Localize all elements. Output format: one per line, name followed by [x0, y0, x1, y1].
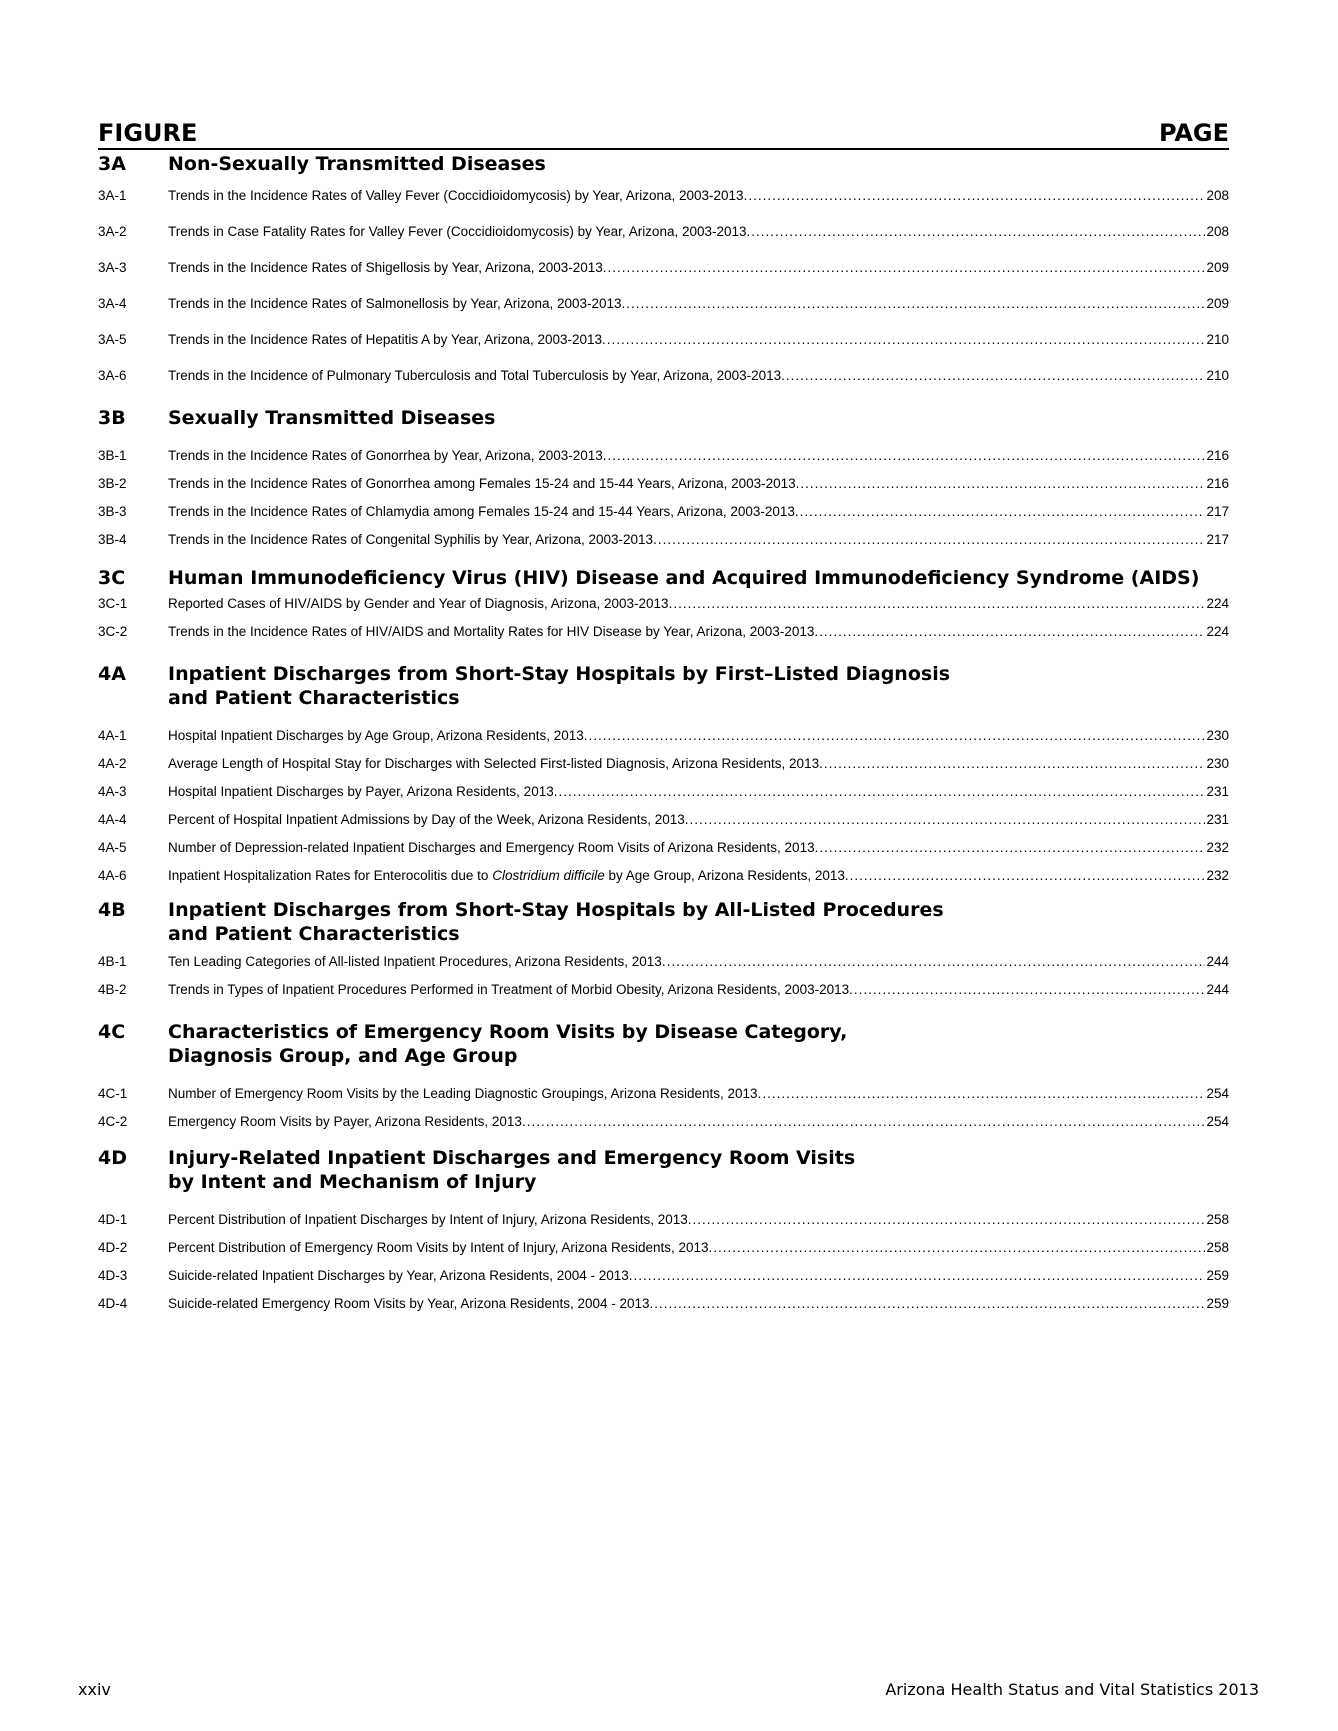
dot-leader	[744, 178, 1206, 214]
figure-title: Trends in the Incidence Rates of Chlamydia among Females 15-24 and 15-44 Years, Arizona, 2003-2013	[168, 504, 795, 519]
page-number-ref: 224	[1206, 596, 1229, 611]
page-number-ref: 258	[1206, 1240, 1229, 1255]
figure-title: Percent of Hospital Inpatient Admissions by Day of the Week, Arizona Residents, 2013	[168, 812, 685, 827]
figure-code: 4D-4	[98, 1296, 128, 1311]
dot-leader	[554, 778, 1206, 806]
figure-code: 4A-4	[98, 812, 127, 827]
page-number-ref: 259	[1206, 1296, 1229, 1311]
page-number-ref: 210	[1206, 368, 1229, 383]
figure-entry[interactable]	[98, 178, 1229, 214]
section-code: 4B	[98, 899, 126, 921]
figure-code: 3B-2	[98, 476, 127, 491]
section-title-line: Human Immunodeficiency Virus (HIV) Disease and Acquired Immunodeficiency Syndrome (AIDS)	[168, 567, 1200, 589]
page-number-ref: 254	[1206, 1086, 1229, 1101]
figure-code: 3A-2	[98, 224, 127, 239]
dot-leader	[622, 286, 1206, 322]
page-number-ref: 230	[1206, 756, 1229, 771]
figure-title: Hospital Inpatient Discharges by Payer, Arizona Residents, 2013	[168, 784, 554, 799]
figure-code: 3B-1	[98, 448, 127, 463]
section-title	[168, 1020, 1229, 1068]
section-title-line: Diagnosis Group, and Age Group	[168, 1045, 518, 1067]
figure-entry[interactable]	[98, 834, 1229, 862]
figure-entry[interactable]	[98, 498, 1229, 526]
figure-title: Average Length of Hospital Stay for Discharges with Selected First-listed Diagnosis, Arizona Residents, 2013	[168, 756, 820, 771]
page-number-ref: 231	[1206, 784, 1229, 799]
figure-title: Trends in the Incidence Rates of Gonorrhea by Year, Arizona, 2003-2013	[168, 448, 603, 463]
figure-entry[interactable]	[98, 358, 1229, 394]
dot-leader	[709, 1234, 1206, 1262]
section-code: 3A	[98, 153, 126, 175]
page-column-heading: PAGE	[1158, 119, 1229, 147]
page-number-ref: 231	[1206, 812, 1229, 827]
figure-title: Trends in Case Fatality Rates for Valley Fever (Coccidioidomycosis) by Year, Arizona, 2003-2013	[168, 224, 747, 239]
section-title	[168, 1146, 1229, 1194]
figure-code: 4C-2	[98, 1114, 128, 1129]
section-heading	[98, 566, 1229, 590]
section-title-line: and Patient Characteristics	[168, 923, 460, 945]
figure-title: Percent Distribution of Emergency Room Visits by Intent of Injury, Arizona Residents, 2013	[168, 1240, 709, 1255]
dot-leader	[815, 834, 1206, 862]
figure-title: Trends in the Incidence Rates of Salmonellosis by Year, Arizona, 2003-2013	[168, 296, 622, 311]
dot-leader	[603, 250, 1206, 286]
figure-entry[interactable]	[98, 778, 1229, 806]
figure-code: 3A-4	[98, 296, 127, 311]
dot-leader	[669, 590, 1206, 618]
figure-entry[interactable]	[98, 526, 1229, 554]
section-title-line: Inpatient Discharges from Short-Stay Hospitals by All-Listed Procedures	[168, 899, 944, 921]
page-number-ref: 258	[1206, 1212, 1229, 1227]
figure-entry[interactable]	[98, 618, 1229, 646]
figure-code: 3C-1	[98, 596, 128, 611]
page-number-ref: 232	[1206, 868, 1229, 883]
dot-leader	[781, 358, 1205, 394]
figure-entry[interactable]	[98, 214, 1229, 250]
figure-title: Trends in the Incidence Rates of Gonorrhea among Females 15-24 and 15-44 Years, Arizona, 2003-2013	[168, 476, 796, 491]
section-title	[168, 662, 1229, 710]
figure-entry[interactable]	[98, 948, 1229, 976]
figure-code: 3A-1	[98, 188, 127, 203]
figure-entry[interactable]	[98, 722, 1229, 750]
figure-entry[interactable]	[98, 286, 1229, 322]
figure-code: 4B-2	[98, 982, 127, 997]
dot-leader	[795, 498, 1206, 526]
page-number-ref: 217	[1206, 532, 1229, 547]
figure-list	[98, 152, 1229, 1318]
figure-entry[interactable]	[98, 976, 1229, 1004]
section-heading	[98, 152, 1229, 176]
figure-entry[interactable]	[98, 322, 1229, 358]
section-code: 4D	[98, 1147, 127, 1169]
figure-entry[interactable]	[98, 806, 1229, 834]
figure-title: Trends in the Incidence Rates of Hepatitis A by Year, Arizona, 2003-2013	[168, 332, 603, 347]
figure-title: Trends in the Incidence Rates of Congenital Syphilis by Year, Arizona, 2003-2013	[168, 532, 654, 547]
figure-title: Trends in the Incidence Rates of Valley Fever (Coccidioidomycosis) by Year, Arizona, 2003-2013	[168, 188, 744, 203]
figure-title: Trends in the Incidence of Pulmonary Tuberculosis and Total Tuberculosis by Year, Arizona, 2003-2013	[168, 368, 782, 383]
figure-code: 4A-5	[98, 840, 127, 855]
section-heading	[98, 1020, 1229, 1068]
figure-code: 3A-5	[98, 332, 127, 347]
figure-column-heading: FIGURE	[98, 119, 198, 147]
page-number-ref: 210	[1206, 332, 1229, 347]
dot-leader	[662, 948, 1206, 976]
dot-leader	[819, 750, 1205, 778]
section-title	[168, 898, 1229, 946]
figure-entry[interactable]	[98, 862, 1229, 890]
dot-leader	[685, 806, 1206, 834]
dot-leader	[845, 862, 1206, 890]
figure-code: 3B-4	[98, 532, 127, 547]
section-title	[168, 566, 1229, 590]
page-number: xxiv	[78, 1680, 111, 1699]
section-title-line: Inpatient Discharges from Short-Stay Hospitals by First–Listed Diagnosis	[168, 663, 951, 685]
page-number-ref: 232	[1206, 840, 1229, 855]
dot-leader	[796, 470, 1206, 498]
dot-leader	[747, 214, 1206, 250]
section-heading	[98, 1146, 1229, 1194]
section-title	[168, 406, 1229, 430]
figure-code: 3A-6	[98, 368, 127, 383]
dot-leader	[814, 618, 1205, 646]
section-title	[168, 152, 1229, 176]
section-title-line: by Intent and Mechanism of Injury	[168, 1171, 537, 1193]
section-title-line: and Patient Characteristics	[168, 687, 460, 709]
figure-code: 3C-2	[98, 624, 128, 639]
figure-entry[interactable]	[98, 1234, 1229, 1262]
section-heading	[98, 898, 1229, 946]
page-number-ref: 244	[1206, 982, 1229, 997]
figure-code: 3B-3	[98, 504, 127, 519]
dot-leader	[688, 1206, 1206, 1234]
figure-title: Trends in the Incidence Rates of HIV/AIDS and Mortality Rates for HIV Disease by Year, Arizona, 2003-2013	[168, 624, 815, 639]
organism-name: Clostridium difficile	[492, 868, 605, 883]
section-heading	[98, 662, 1229, 710]
page-number-ref: 217	[1206, 504, 1229, 519]
figure-code: 4B-1	[98, 954, 127, 969]
dot-leader	[629, 1262, 1206, 1290]
figure-title: Emergency Room Visits by Payer, Arizona Residents, 2013	[168, 1114, 522, 1129]
section-title-line: Characteristics of Emergency Room Visits by Disease Category,	[168, 1021, 848, 1043]
figure-entry[interactable]	[98, 470, 1229, 498]
publication-title: Arizona Health Status and Vital Statistics 2013	[885, 1680, 1259, 1699]
figure-code: 4A-1	[98, 728, 127, 743]
page-number-ref: 209	[1206, 296, 1229, 311]
dot-leader	[650, 1290, 1206, 1318]
section-heading	[98, 406, 1229, 430]
page-number-ref: 208	[1206, 224, 1229, 239]
page-footer	[78, 1680, 1259, 1699]
figure-entry[interactable]	[98, 1080, 1229, 1108]
figure-title: Reported Cases of HIV/AIDS by Gender and Year of Diagnosis, Arizona, 2003-2013	[168, 596, 669, 611]
page-number-ref: 216	[1206, 448, 1229, 463]
figure-code: 4D-3	[98, 1268, 128, 1283]
dot-leader	[653, 526, 1205, 554]
dot-leader	[603, 442, 1206, 470]
figure-entry[interactable]	[98, 1108, 1229, 1136]
page-number-ref: 209	[1206, 260, 1229, 275]
figure-entry[interactable]	[98, 750, 1229, 778]
figure-code: 4A-6	[98, 868, 127, 883]
page-number-ref: 208	[1206, 188, 1229, 203]
section-code: 4A	[98, 663, 126, 685]
figure-code: 4A-3	[98, 784, 127, 799]
section-code: 3C	[98, 567, 126, 589]
figure-title: Trends in the Incidence Rates of Shigellosis by Year, Arizona, 2003-2013	[168, 260, 603, 275]
section-title-line: Non-Sexually Transmitted Diseases	[168, 153, 546, 175]
figure-title: Number of Depression-related Inpatient Discharges and Emergency Room Visits of Arizona Residents, 2013	[168, 840, 815, 855]
figure-code: 4D-2	[98, 1240, 128, 1255]
section-code: 3B	[98, 407, 126, 429]
figure-code: 4D-1	[98, 1212, 128, 1227]
figure-title: Ten Leading Categories of All-listed Inpatient Procedures, Arizona Residents, 2013	[168, 954, 662, 969]
figure-title: Trends in Types of Inpatient Procedures Performed in Treatment of Morbid Obesity, Arizona Residents, 2003-2013	[168, 982, 850, 997]
figure-title: Number of Emergency Room Visits by the Leading Diagnostic Groupings, Arizona Residents, 2013	[168, 1086, 758, 1101]
figure-entry[interactable]	[98, 590, 1229, 618]
dot-leader	[849, 976, 1205, 1004]
figure-entry[interactable]	[98, 1262, 1229, 1290]
page-number-ref: 244	[1206, 954, 1229, 969]
figure-code: 4C-1	[98, 1086, 128, 1101]
figure-code: 4A-2	[98, 756, 127, 771]
figure-entry[interactable]	[98, 250, 1229, 286]
figure-title: Suicide-related Inpatient Discharges by Year, Arizona Residents, 2004 - 2013	[168, 1268, 629, 1283]
toc-header	[98, 120, 1229, 150]
figure-entry[interactable]	[98, 1290, 1229, 1318]
figure-title: Inpatient Hospitalization Rates for Enterocolitis due to Clostridium difficile by Age Group, Arizona Residents, 2013	[168, 868, 845, 883]
page-number-ref: 224	[1206, 624, 1229, 639]
dot-leader	[522, 1108, 1206, 1136]
page-number-ref: 230	[1206, 728, 1229, 743]
dot-leader	[602, 322, 1205, 358]
figure-entry[interactable]	[98, 442, 1229, 470]
figure-title: Suicide-related Emergency Room Visits by Year, Arizona Residents, 2004 - 2013	[168, 1296, 650, 1311]
figure-title: Percent Distribution of Inpatient Discharges by Intent of Injury, Arizona Residents, 2013	[168, 1212, 688, 1227]
dot-leader	[584, 722, 1206, 750]
page-number-ref: 254	[1206, 1114, 1229, 1129]
page-number-ref: 259	[1206, 1268, 1229, 1283]
figure-title: Hospital Inpatient Discharges by Age Group, Arizona Residents, 2013	[168, 728, 584, 743]
section-title-line: Sexually Transmitted Diseases	[168, 407, 496, 429]
figure-code: 3A-3	[98, 260, 127, 275]
section-title-line: Injury-Related Inpatient Discharges and Emergency Room Visits	[168, 1147, 856, 1169]
page-number-ref: 216	[1206, 476, 1229, 491]
figure-entry[interactable]	[98, 1206, 1229, 1234]
section-code: 4C	[98, 1021, 126, 1043]
dot-leader	[758, 1080, 1206, 1108]
